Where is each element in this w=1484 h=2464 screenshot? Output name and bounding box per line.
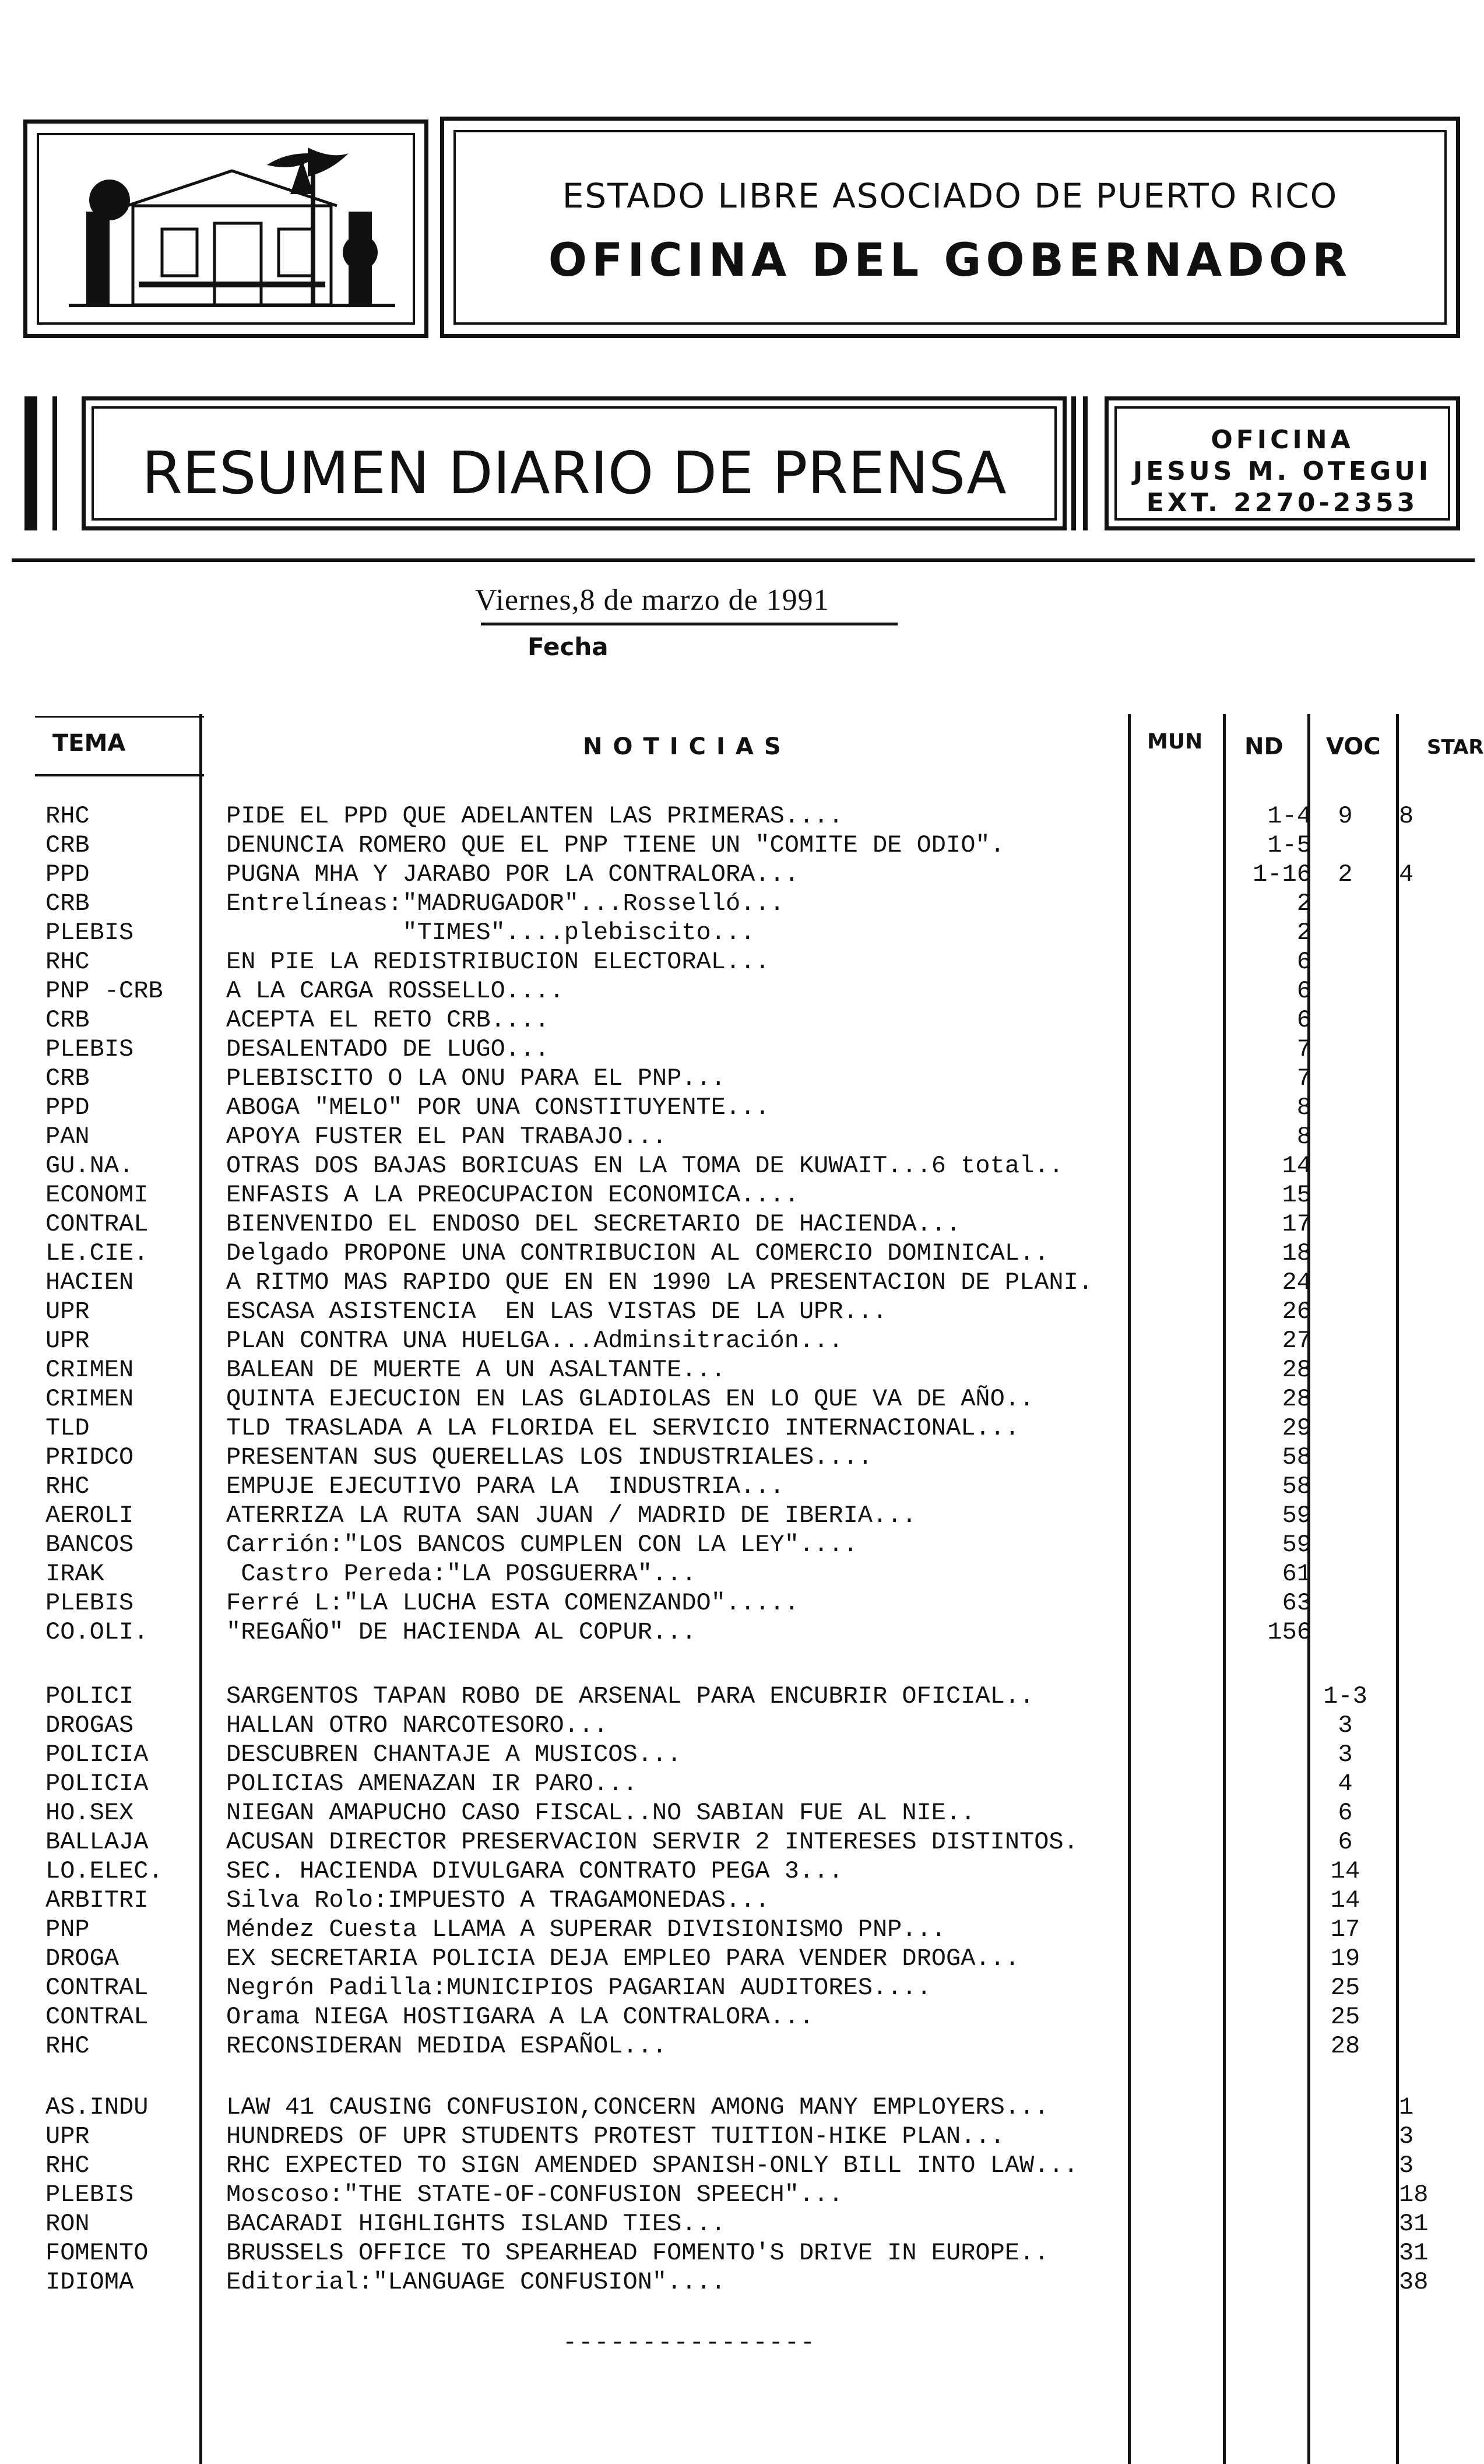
- headline-cell: ABOGA "MELO" POR UNA CONSTITUYENTE...: [226, 1094, 770, 1122]
- topic-cell: PPD: [45, 1094, 90, 1122]
- news-row: [0, 1180, 1475, 1210]
- news-row: [0, 1006, 1475, 1035]
- voc-page-cell: 6: [1338, 1799, 1353, 1827]
- headline-cell: PLAN CONTRA UNA HUELGA...Adminsitración...: [226, 1327, 843, 1355]
- news-row: [0, 1944, 1475, 1973]
- news-row: [0, 1501, 1475, 1530]
- topic-cell: ARBITRI: [45, 1886, 149, 1914]
- news-row: [0, 1740, 1475, 1769]
- topic-cell: CONTRAL: [45, 1210, 149, 1238]
- nd-page-cell: 28: [1282, 1356, 1311, 1384]
- topic-cell: CRB: [45, 1064, 90, 1092]
- star-page-cell: 1: [1399, 2093, 1414, 2121]
- headline-cell: Méndez Cuesta LLAMA A SUPERAR DIVISIONISMO PNP...: [226, 1915, 947, 1943]
- star-page-cell: 38: [1399, 2268, 1429, 2296]
- headline-cell: DESALENTADO DE LUGO...: [226, 1035, 550, 1063]
- headline-cell: BIENVENIDO EL ENDOSO DEL SECRETARIO DE HACIENDA...: [226, 1210, 961, 1238]
- voc-page-cell: 3: [1338, 1711, 1353, 1739]
- date-label: Fecha: [528, 632, 609, 661]
- headline-cell: A RITMO MAS RAPIDO QUE EN EN 1990 LA PRESENTACION DE PLANI.: [226, 1268, 1093, 1296]
- topic-cell: CO.OLI.: [45, 1618, 149, 1646]
- voc-page-cell: 2: [1338, 860, 1353, 888]
- news-row: [0, 2093, 1475, 2122]
- news-row: [0, 1857, 1475, 1886]
- nd-page-cell: 29: [1282, 1414, 1311, 1442]
- topic-cell: CRB: [45, 831, 90, 859]
- nd-page-cell: 7: [1296, 1035, 1311, 1063]
- headline-cell: DENUNCIA ROMERO QUE EL PNP TIENE UN "COMITE DE ODIO".: [226, 831, 1005, 859]
- topic-cell: IRAK: [45, 1560, 104, 1588]
- topic-cell: POLICIA: [45, 1770, 149, 1798]
- end-marker: ----------------: [562, 2329, 817, 2357]
- nd-page-cell: 2: [1296, 890, 1311, 918]
- topic-cell: RHC: [45, 802, 90, 830]
- headline-cell: SARGENTOS TAPAN ROBO DE ARSENAL PARA ENCUBRIR OFICIAL..: [226, 1682, 1035, 1710]
- news-row: [0, 1711, 1475, 1740]
- nd-page-cell: 59: [1282, 1531, 1311, 1559]
- topic-cell: RHC: [45, 1472, 90, 1500]
- topic-cell: CONTRAL: [45, 1974, 149, 2002]
- topic-cell: PNP -CRB: [45, 977, 163, 1005]
- bulletin-title: RESUMEN DIARIO DE PRENSA: [142, 439, 1007, 507]
- headline-cell: "TIMES"....plebiscito...: [226, 919, 755, 947]
- topic-cell: FOMENTO: [45, 2239, 149, 2267]
- column-header-nd: ND: [1244, 733, 1283, 760]
- topic-cell: UPR: [45, 1298, 90, 1326]
- news-row: [0, 1384, 1475, 1414]
- news-row: [0, 1122, 1475, 1151]
- topic-cell: RHC: [45, 948, 90, 976]
- topic-cell: GU.NA.: [45, 1152, 134, 1180]
- topic-cell: CRIMEN: [45, 1356, 134, 1384]
- nd-page-cell: 6: [1296, 948, 1311, 976]
- headline-cell: ESCASA ASISTENCIA EN LAS VISTAS DE LA UPR...: [226, 1298, 888, 1326]
- news-row: [0, 976, 1475, 1006]
- headline-cell: Castro Pereda:"LA POSGUERRA"...: [226, 1560, 697, 1588]
- news-row: [0, 1093, 1475, 1122]
- topic-cell: RHC: [45, 2152, 90, 2180]
- headline-cell: ATERRIZA LA RUTA SAN JUAN / MADRID DE IBERIA...: [226, 1502, 917, 1530]
- headline-cell: "REGAÑO" DE HACIENDA AL COPUR...: [226, 1618, 697, 1646]
- headline-cell: APOYA FUSTER EL PAN TRABAJO...: [226, 1123, 667, 1151]
- nd-page-cell: 8: [1296, 1123, 1311, 1151]
- headline-cell: HUNDREDS OF UPR STUDENTS PROTEST TUITION-HIKE PLAN...: [226, 2122, 1005, 2150]
- news-row: [0, 1682, 1475, 1711]
- news-row: [0, 2151, 1475, 2180]
- topic-cell: CONTRAL: [45, 2003, 149, 2031]
- news-row: [0, 1239, 1475, 1268]
- voc-page-cell: 17: [1330, 1915, 1360, 1943]
- news-row: [0, 1355, 1475, 1384]
- headline-cell: EX SECRETARIA POLICIA DEJA EMPLEO PARA VENDER DROGA...: [226, 1945, 1020, 1973]
- voc-page-cell: 14: [1330, 1886, 1360, 1914]
- news-row: [0, 831, 1475, 860]
- news-row: [0, 2122, 1475, 2151]
- headline-cell: BALEAN DE MUERTE A UN ASALTANTE...: [226, 1356, 726, 1384]
- voc-page-cell: 19: [1330, 1945, 1360, 1973]
- news-row: [0, 1769, 1475, 1798]
- topic-cell: HACIEN: [45, 1268, 134, 1296]
- nd-page-cell: 156: [1267, 1618, 1311, 1646]
- headline-cell: EN PIE LA REDISTRIBUCION ELECTORAL...: [226, 948, 770, 976]
- contact-extension: EXT. 2270-2353: [1146, 488, 1419, 518]
- nd-page-cell: 8: [1296, 1094, 1311, 1122]
- news-row: [0, 2238, 1475, 2268]
- topic-cell: AS.INDU: [45, 2093, 149, 2121]
- topic-cell: BALLAJA: [45, 1828, 149, 1856]
- nd-page-cell: 7: [1296, 1064, 1311, 1092]
- headline-cell: SEC. HACIENDA DIVULGARA CONTRATO PEGA 3...: [226, 1857, 843, 1885]
- voc-page-cell: 14: [1330, 1857, 1360, 1885]
- topic-cell: PAN: [45, 1123, 90, 1151]
- topic-cell: PLEBIS: [45, 2181, 134, 2209]
- news-row: [0, 1618, 1475, 1647]
- topic-cell: RHC: [45, 2032, 90, 2060]
- headline-cell: Negrón Padilla:MUNICIPIOS PAGARIAN AUDITORES....: [226, 1974, 931, 2002]
- headline-cell: DESCUBREN CHANTAJE A MUSICOS...: [226, 1741, 682, 1769]
- topic-cell: CRB: [45, 890, 90, 918]
- headline-cell: Silva Rolo:IMPUESTO A TRAGAMONEDAS...: [226, 1886, 770, 1914]
- topic-cell: CRIMEN: [45, 1385, 134, 1413]
- headline-cell: NIEGAN AMAPUCHO CASO FISCAL..NO SABIAN FUE AL NIE..: [226, 1799, 976, 1827]
- nd-page-cell: 24: [1282, 1268, 1311, 1296]
- news-row: [0, 947, 1475, 976]
- news-row: [0, 1588, 1475, 1618]
- state-name: ESTADO LIBRE ASOCIADO DE PUERTO RICO: [562, 176, 1338, 216]
- nd-page-cell: 6: [1296, 977, 1311, 1005]
- headline-cell: ACEPTA EL RETO CRB....: [226, 1006, 550, 1034]
- headline-cell: PLEBISCITO O LA ONU PARA EL PNP...: [226, 1064, 726, 1092]
- topic-cell: UPR: [45, 1327, 90, 1355]
- headline-cell: ACUSAN DIRECTOR PRESERVACION SERVIR 2 INTERESES DISTINTOS.: [226, 1828, 1078, 1856]
- nd-page-cell: 61: [1282, 1560, 1311, 1588]
- star-page-cell: 31: [1399, 2210, 1429, 2238]
- topic-cell: PRIDCO: [45, 1443, 134, 1471]
- news-row: [0, 1151, 1475, 1180]
- nd-page-cell: 27: [1282, 1327, 1311, 1355]
- topic-cell: POLICI: [45, 1682, 134, 1710]
- nd-page-cell: 2: [1296, 919, 1311, 947]
- news-row: [0, 1443, 1475, 1472]
- nd-page-cell: 28: [1282, 1385, 1311, 1413]
- headline-cell: BACARADI HIGHLIGHTS ISLAND TIES...: [226, 2210, 726, 2238]
- news-row: [0, 1326, 1475, 1355]
- voc-page-cell: 4: [1338, 1770, 1353, 1798]
- star-page-cell: 3: [1399, 2122, 1414, 2150]
- headline-cell: QUINTA EJECUCION EN LAS GLADIOLAS EN LO QUE VA DE AÑO..: [226, 1385, 1035, 1413]
- news-row: [0, 2268, 1475, 2297]
- column-header-star: STAR: [1427, 736, 1484, 759]
- news-row: [0, 1035, 1475, 1064]
- headline-cell: BRUSSELS OFFICE TO SPEARHEAD FOMENTO'S DRIVE IN EUROPE..: [226, 2239, 1049, 2267]
- headline-cell: HALLAN OTRO NARCOTESORO...: [226, 1711, 609, 1739]
- headline-cell: Ferré L:"LA LUCHA ESTA COMENZANDO".....: [226, 1589, 799, 1617]
- nd-page-cell: 17: [1282, 1210, 1311, 1238]
- topic-cell: RON: [45, 2210, 90, 2238]
- headline-cell: PUGNA MHA Y JARABO POR LA CONTRALORA...: [226, 860, 799, 888]
- news-row: [0, 1297, 1475, 1326]
- headline-cell: Moscoso:"THE STATE-OF-CONFUSION SPEECH"...: [226, 2181, 843, 2209]
- topic-cell: PLEBIS: [45, 1589, 134, 1617]
- headline-cell: TLD TRASLADA A LA FLORIDA EL SERVICIO INTERNACIONAL...: [226, 1414, 1020, 1442]
- voc-page-cell: 6: [1338, 1828, 1353, 1856]
- news-row: [0, 1827, 1475, 1857]
- headline-cell: Delgado PROPONE UNA CONTRIBUCION AL COMERCIO DOMINICAL..: [226, 1239, 1049, 1267]
- news-row: [0, 1886, 1475, 1915]
- contact-office-label: OFICINA: [1211, 425, 1354, 455]
- topic-cell: DROGA: [45, 1945, 119, 1973]
- news-row: [0, 2002, 1475, 2031]
- news-row: [0, 1798, 1475, 1827]
- topic-cell: LO.ELEC.: [45, 1857, 163, 1885]
- nd-page-cell: 59: [1282, 1502, 1311, 1530]
- date-value: Viernes,8 de marzo de 1991: [475, 584, 829, 617]
- column-header-noticias: NOTICIAS: [583, 733, 792, 760]
- contact-person: JESUS M. OTEGUI: [1133, 456, 1432, 486]
- voc-page-cell: 28: [1330, 2032, 1360, 2060]
- news-row: [0, 1973, 1475, 2002]
- news-row: [0, 2031, 1475, 2061]
- voc-page-cell: 9: [1338, 802, 1353, 830]
- headline-cell: RHC EXPECTED TO SIGN AMENDED SPANISH-ONLY BILL INTO LAW...: [226, 2152, 1078, 2180]
- office-name: OFICINA DEL GOBERNADOR: [548, 234, 1352, 287]
- news-row: [0, 1268, 1475, 1297]
- topic-cell: IDIOMA: [45, 2268, 134, 2296]
- news-row: [0, 2180, 1475, 2209]
- news-row: [0, 1472, 1475, 1501]
- headline-cell: OTRAS DOS BAJAS BORICUAS EN LA TOMA DE KUWAIT...6 total..: [226, 1152, 1064, 1180]
- headline-cell: PRESENTAN SUS QUERELLAS LOS INDUSTRIALES....: [226, 1443, 873, 1471]
- headline-cell: POLICIAS AMENAZAN IR PARO...: [226, 1770, 638, 1798]
- news-row: [0, 2209, 1475, 2238]
- nd-page-cell: 18: [1282, 1239, 1311, 1267]
- news-row: [0, 889, 1475, 918]
- news-row: [0, 802, 1475, 831]
- news-row: [0, 1210, 1475, 1239]
- voc-page-cell: 3: [1338, 1741, 1353, 1769]
- star-page-cell: 31: [1399, 2239, 1429, 2267]
- nd-page-cell: 15: [1282, 1181, 1311, 1209]
- topic-cell: POLICIA: [45, 1741, 149, 1769]
- star-page-cell: 18: [1399, 2181, 1429, 2209]
- nd-page-cell: 1-4: [1267, 802, 1311, 830]
- headline-cell: EMPUJE EJECUTIVO PARA LA INDUSTRIA...: [226, 1472, 785, 1500]
- headline-cell: RECONSIDERAN MEDIDA ESPAÑOL...: [226, 2032, 667, 2060]
- nd-page-cell: 26: [1282, 1298, 1311, 1326]
- star-page-cell: 3: [1399, 2152, 1414, 2180]
- topic-cell: LE.CIE.: [45, 1239, 149, 1267]
- news-row: [0, 1559, 1475, 1588]
- nd-page-cell: 58: [1282, 1443, 1311, 1471]
- topic-cell: PPD: [45, 860, 90, 888]
- column-header-tema: TEMA: [52, 730, 126, 757]
- voc-page-cell: 1-3: [1323, 1682, 1367, 1710]
- topic-cell: BANCOS: [45, 1531, 134, 1559]
- headline-cell: A LA CARGA ROSSELLO....: [226, 977, 564, 1005]
- nd-page-cell: 58: [1282, 1472, 1311, 1500]
- star-page-cell: 4: [1399, 860, 1414, 888]
- headline-cell: PIDE EL PPD QUE ADELANTEN LAS PRIMERAS....: [226, 802, 843, 830]
- nd-page-cell: 1-5: [1267, 831, 1311, 859]
- topic-cell: TLD: [45, 1414, 90, 1442]
- topic-cell: CRB: [45, 1006, 90, 1034]
- topic-cell: ECONOMI: [45, 1181, 149, 1209]
- news-row: [0, 1530, 1475, 1559]
- headline-cell: ENFASIS A LA PREOCUPACION ECONOMICA....: [226, 1181, 799, 1209]
- nd-page-cell: 6: [1296, 1006, 1311, 1034]
- headline-cell: Orama NIEGA HOSTIGARA A LA CONTRALORA...: [226, 2003, 814, 2031]
- news-row: [0, 918, 1475, 947]
- news-row: [0, 1414, 1475, 1443]
- topic-cell: PNP: [45, 1915, 90, 1943]
- news-row: [0, 1915, 1475, 1944]
- voc-page-cell: 25: [1330, 2003, 1360, 2031]
- news-row: [0, 1064, 1475, 1093]
- headline-cell: Carrión:"LOS BANCOS CUMPLEN CON LA LEY"....: [226, 1531, 858, 1559]
- headline-cell: Entrelíneas:"MADRUGADOR"...Rosselló...: [226, 890, 785, 918]
- topic-cell: PLEBIS: [45, 919, 134, 947]
- nd-page-cell: 14: [1282, 1152, 1311, 1180]
- voc-page-cell: 25: [1330, 1974, 1360, 2002]
- nd-page-cell: 63: [1282, 1589, 1311, 1617]
- topic-cell: HO.SEX: [45, 1799, 134, 1827]
- topic-cell: UPR: [45, 2122, 90, 2150]
- headline-cell: Editorial:"LANGUAGE CONFUSION"....: [226, 2268, 726, 2296]
- nd-page-cell: 1-16: [1253, 860, 1311, 888]
- column-header-mun: MUN: [1147, 730, 1203, 754]
- headline-cell: LAW 41 CAUSING CONFUSION,CONCERN AMONG MANY EMPLOYERS...: [226, 2093, 1049, 2121]
- topic-cell: PLEBIS: [45, 1035, 134, 1063]
- topic-cell: AEROLI: [45, 1502, 134, 1530]
- column-header-voc: VOC: [1326, 733, 1381, 760]
- news-row: [0, 860, 1475, 889]
- star-page-cell: 8: [1399, 802, 1414, 830]
- topic-cell: DROGAS: [45, 1711, 134, 1739]
